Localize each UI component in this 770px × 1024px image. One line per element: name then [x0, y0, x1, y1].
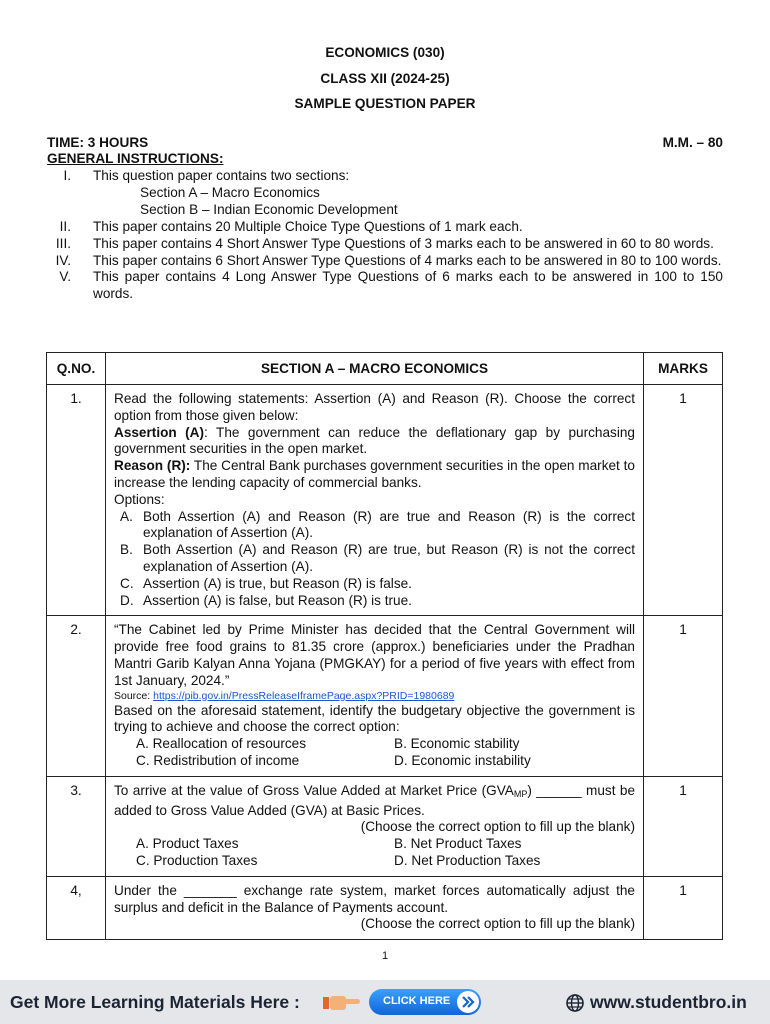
source-citation: Source: https://pib.gov.in/PressReleaseIframePage.aspx?PRID=1980689 — [114, 689, 455, 702]
question-number: 2. — [47, 616, 106, 776]
question-number: 4, — [47, 876, 106, 939]
instruction-item: V. This paper contains 4 Long Answer Type Questions of 6 marks each to be answered in 100 to 150 words. — [59, 269, 723, 302]
instruction-item: II. This paper contains 20 Multiple Choice Type Questions of 1 mark each. — [59, 218, 523, 234]
question-marks: 1 — [644, 776, 723, 876]
option: A. Both Assertion (A) and Reason (R) are true and Reason (R) is the correct explanation of Assertion (A). — [120, 508, 635, 541]
qno-header: Q.NO. — [47, 353, 106, 385]
max-marks-label: M.M. – 80 — [662, 135, 723, 150]
click-here-button[interactable]: CLICK HERE — [369, 989, 481, 1015]
question-body: “The Cabinet led by Prime Minister has decided that the Central Government will provide free food grains to 81.35 crore (approx.) beneficiaries under the Pradhan Mantri Garib Kalyan Anna Yojana (PMGKAY) for a period of five years with effect from 1st January, 2024.” Source: https://pib.gov.in/PressReleaseIframePage.aspx?PRID=1980689 Based on the aforesaid statement, identify the budgetary objective the government is trying to achieve and choose the correct option: A. Reallocation of resources B. Economic stability C. Redistribution of income D. Economic instability — [106, 616, 644, 776]
paper-title: SAMPLE QUESTION PAPER — [294, 96, 476, 111]
instruction-section-a: Section A – Macro Economics — [140, 184, 320, 200]
table-header-row — [47, 353, 723, 385]
promo-text: Get More Learning Materials Here : — [10, 992, 300, 1012]
paper-meta — [47, 135, 723, 150]
double-chevron-right-icon — [457, 991, 479, 1013]
question-body: Under the _______ exchange rate system, market forces automatically adjust the surplus and deficit in the Balance of Payments account. (Choose the correct option to fill up the blank) — [106, 876, 644, 939]
instruction-item: I. This question paper contains two sections: — [63, 168, 350, 183]
pointing-hand-icon — [323, 992, 361, 1012]
question-marks: 1 — [644, 876, 723, 939]
question-marks: 1 — [644, 616, 723, 776]
table-row — [47, 776, 723, 876]
option: B. Both Assertion (A) and Reason (R) are true, but Reason (R) is not the correct explanation of Assertion (A). — [120, 542, 635, 574]
instruction-section-b: Section B – Indian Economic Development — [140, 201, 398, 217]
marks-header: MARKS — [644, 353, 723, 385]
question-body: To arrive at the value of Gross Value Added at Market Price (GVAMP) ______ must be added to Gross Value Added (GVA) at Basic Prices. (Choose the correct option to fill up the blank) A. Product Taxes B. Net Product Taxes C. Production Taxes D. Net Production Taxes — [106, 776, 644, 876]
table-row — [47, 385, 723, 616]
question-marks: 1 — [644, 385, 723, 616]
source-link[interactable]: https://pib.gov.in/PressReleaseIframePage.aspx?PRID=1980689 — [153, 689, 455, 702]
instruction-item: III. This paper contains 4 Short Answer Type Questions of 3 marks each to be answered in 60 to 80 words. — [55, 235, 714, 251]
instructions-title: GENERAL INSTRUCTIONS: — [47, 151, 224, 166]
instructions-list — [47, 168, 723, 303]
section-header: SECTION A – MACRO ECONOMICS — [106, 353, 644, 385]
subject-title: ECONOMICS (030) — [325, 45, 445, 60]
questions-table — [46, 352, 723, 940]
class-title: CLASS XII (2024-25) — [320, 71, 450, 86]
instruction-item: IV. This paper contains 6 Short Answer Type Questions of 4 marks each to be answered in 80 to 100 words. — [55, 252, 722, 268]
question-number: 1. — [47, 385, 106, 616]
page-number: 1 — [381, 950, 389, 962]
website-link[interactable]: www.studentbro.in — [590, 992, 747, 1012]
question-body: Read the following statements: Assertion (A) and Reason (R). Choose the correct option from those given below: Assertion (A): The government can reduce the deflationary gap by purchasing government securities in the open market. Reason (R): The Central Bank purchases government securities in the open market to increase the lending capacity of commercial banks. Options: A. Both Assertion (A) and Reason (R) are true and Reason (R) is the correct explanation of Assertion (A). B. Both Assertion (A) and Reason (R) are true, but Reason (R) is not the correct explanation of Assertion (A). C. Assertion (A) is true, but Reason (R) is false. D. Assertion (A) is false, but Reason (R) is true. — [106, 385, 644, 616]
promo-banner — [0, 980, 770, 1024]
question-number: 3. — [47, 776, 106, 876]
globe-icon — [565, 993, 585, 1013]
table-row — [47, 876, 723, 939]
option: D. Assertion (A) is false, but Reason (R) is true. — [120, 592, 412, 608]
time-label: TIME: 3 HOURS — [47, 135, 149, 150]
table-row — [47, 616, 723, 776]
option: C. Assertion (A) is true, but Reason (R) is false. — [120, 575, 412, 591]
